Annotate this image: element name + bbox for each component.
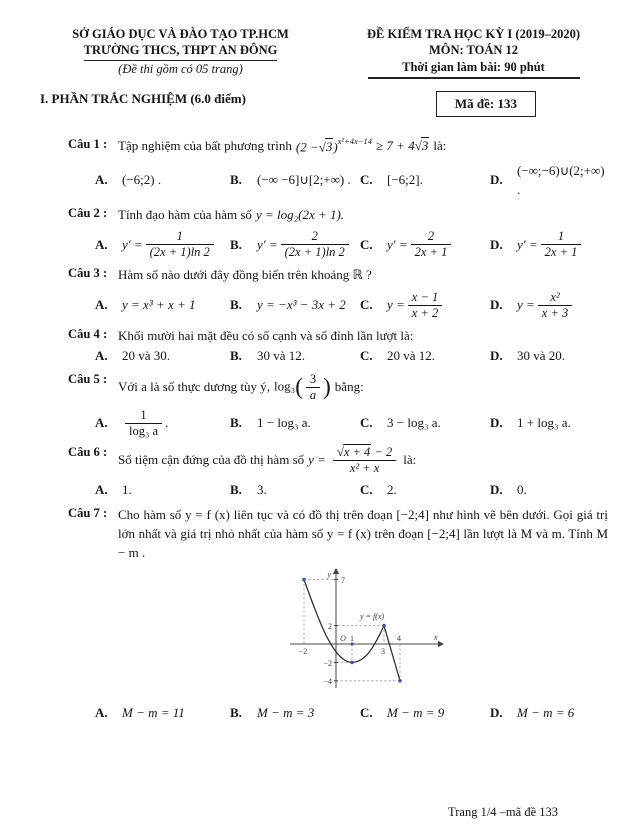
sqrt-sign: √ [336,444,343,459]
denominator: (2x + 1)ln 2 [146,244,214,260]
page-count-note: (Đề thi gồm có 05 trang) [118,61,243,76]
option-c [360,481,490,500]
option-text: 30 và 20. [517,348,566,364]
sqrt-sign: √ [318,139,325,155]
option-lhs: y = [517,297,535,313]
graph-label-minus2-x: −2 [298,647,308,657]
option-a [95,408,230,439]
fraction [281,229,349,260]
option-text: y = −x³ − 3x + 2 [257,297,346,313]
question-1-text: Tập nghiệm của bất phương trình [118,138,292,154]
option-b [230,229,360,260]
graph-label-1: 1 [350,634,354,644]
numerator: 1 [140,407,147,422]
option-letter: B. [230,348,242,364]
numerator: 2 [427,229,435,244]
question-5-stem [118,372,608,403]
option-lhs: y′ = [122,236,143,252]
fraction [408,290,442,321]
fraction [146,229,214,260]
option-lhs: y′ = [257,236,278,252]
option-a [95,290,230,321]
rhs-text: ≥ 7 + 4 [376,138,415,154]
question-6-label: Câu 6 : [68,444,108,459]
question-1-stem [118,137,608,157]
option-a [95,704,230,723]
radicand: 3 [325,139,333,155]
option-letter: D. [490,297,503,313]
option-period: . [165,415,169,431]
inequality-rhs [376,137,429,156]
question-1-tail: là: [433,138,447,154]
option-d [490,290,608,321]
option-letter: B. [230,297,242,313]
exam-duration: Thời gian làm bài: 90 phút [402,59,545,74]
option-text: 1 + log₃ a. [517,415,571,431]
denominator: (2x + 1)ln 2 [281,244,349,260]
question-6-tail: là: [403,452,417,468]
option-letter: A. [95,415,108,431]
denominator: x + 3 [538,305,572,321]
option-a [95,162,230,200]
option-b [230,162,360,200]
question-6-stem [118,445,608,476]
denominator: a [306,387,320,403]
option-text: 0. [517,481,527,497]
log-expression [274,372,331,403]
option-letter: B. [230,415,242,431]
option-c [360,290,490,321]
header-right [333,26,644,79]
numerator: x² [550,290,560,305]
denominator: 2x + 1 [541,244,582,260]
option-a [95,347,230,366]
option-text: M − m = 3 [257,705,315,721]
fraction [306,372,320,403]
graph-container [286,566,608,699]
function-graph [286,566,458,693]
option-c [360,162,490,200]
option-letter: D. [490,415,503,431]
exam-code-box: Mã đề: 133 [436,91,536,117]
option-letter: A. [95,172,108,188]
fraction [125,408,162,439]
question-4-label: Câu 4 : [68,327,108,342]
option-c [360,704,490,723]
equation-lhs: y = [308,452,326,468]
option-text: 20 và 30. [122,348,171,364]
exam-subject: MÔN: TOÁN 12 [428,43,519,58]
question-5-text: Với a là số thực dương tùy ý, [118,379,271,395]
question-5-options [95,408,608,439]
option-lhs: y′ = [387,236,408,252]
option-letter: A. [95,481,108,497]
option-letter: D. [490,236,503,252]
question-3 [68,266,608,321]
option-text: 2. [387,481,397,497]
denominator: log₃ a [125,423,162,439]
denominator: x + 2 [408,305,442,321]
option-letter: C. [360,236,373,252]
option-a [95,229,230,260]
option-b [230,347,360,366]
option-text: 1. [122,481,132,497]
option-letter: C. [360,415,373,431]
question-5 [68,372,608,439]
question-2-text: Tính đạo hàm của hàm số [118,206,252,222]
option-d [490,408,608,439]
question-7 [68,506,608,723]
question-2-options [95,229,608,260]
option-d [490,162,608,200]
option-letter: D. [490,348,503,364]
option-text: [−6;2]. [387,172,423,188]
radicand: 3 [421,138,429,154]
graph-label-3: 3 [381,647,385,657]
numerator: 2 [311,229,318,244]
option-b [230,704,360,723]
graph-label-2: 2 [328,622,332,632]
graph-y-axis-label: y [327,570,331,580]
header-divider [368,77,580,79]
numerator-rest: − 2 [374,444,393,459]
numerator [333,445,396,460]
option-b [230,408,360,439]
option-letter: D. [490,705,503,721]
expr-base-close: ) [333,139,338,155]
option-letter: B. [230,172,242,188]
option-letter: C. [360,348,373,364]
numerator: 1 [557,229,565,244]
graph-label-minus2-y: −2 [323,659,332,669]
option-letter: B. [230,705,242,721]
radicand: x + 4 [343,444,371,459]
question-3-options [95,290,608,321]
question-4-options [95,347,608,366]
section-title: I. PHẦN TRẮC NGHIỆM (6.0 điểm) [40,90,246,106]
department-name: SỞ GIÁO DỤC VÀ ĐÀO TẠO TP.HCM [72,27,289,41]
curve-label: y = f(x) [360,612,385,622]
question-2-expression: y = log₂(2x + 1). [255,206,345,222]
option-d [490,481,608,500]
option-text: M − m = 11 [122,705,185,721]
option-letter: A. [95,297,108,313]
denominator: 2x + 1 [411,244,452,260]
question-7-stem: Cho hàm số y = f (x) liên tục và có đồ thị trên đoạn [−2;4] như hình vẽ bên dưới. Gọi giá trị lớn nhất và giá trị nhỏ nhất của hàm số y = f (x) trên đoạn [−2;4] lần lượt là M và m. Tính M − m . [118,506,608,560]
option-text: y = x³ + x + 1 [122,297,196,313]
fraction [333,445,396,476]
option-d [490,704,608,723]
option-text: 3. [257,481,267,497]
option-letter: A. [95,705,108,721]
option-letter: C. [360,481,373,497]
option-d [490,347,608,366]
question-2-stem [118,206,608,225]
graph-label-4: 4 [397,634,401,644]
option-letter: C. [360,297,373,313]
question-1-label: Câu 1 : [68,136,108,151]
option-text: (−6;2) . [122,172,162,188]
log-base-3: log₃ [274,378,296,394]
numerator: 1 [176,229,183,244]
curve-y-fx [304,580,400,681]
question-1-expression [296,137,372,157]
option-letter: A. [95,348,108,364]
option-letter: B. [230,481,242,497]
sqrt-sign: √ [414,138,421,154]
option-b [230,290,360,321]
question-7-options [95,704,608,723]
question-5-tail: bằng: [334,379,364,395]
question-4 [68,327,608,366]
option-text: (−∞;−6)∪(2;+∞) . [517,162,605,197]
denominator: x² + x [333,460,396,476]
fraction [541,229,582,260]
header-left [28,26,333,79]
question-7-label: Câu 7 : [68,505,108,520]
option-a [95,481,230,500]
graph-label-minus4: −4 [323,677,332,687]
exam-title: ĐỀ KIỂM TRA HỌC KỲ I (2019–2020) [367,27,580,41]
option-letter: C. [360,705,373,721]
question-5-label: Câu 5 : [68,371,108,386]
left-paren: ( [295,373,303,399]
exponent: x²+4x−14 [337,135,373,146]
expr-base-open: (2 − [295,139,319,155]
question-6-options [95,481,608,500]
question-2-label: Câu 2 : [68,205,108,220]
school-name: TRƯỜNG THCS, THPT AN ĐÔNG [84,42,278,60]
option-c [360,408,490,439]
question-2 [68,206,608,261]
option-letter: D. [490,172,503,188]
question-1 [68,137,608,200]
option-text: 1 − log₃ a. [257,415,311,431]
option-d [490,229,608,260]
option-text: 3 − log₃ a. [387,415,441,431]
option-text: (−∞ −6]∪[2;+∞) . [257,172,351,188]
option-text: M − m = 9 [387,705,445,721]
fraction [538,290,572,321]
graph-label-7: 7 [341,576,345,586]
section-row [0,91,644,117]
question-6-text: Số tiệm cận đứng của đồ thị hàm số [118,452,305,468]
fraction [411,229,452,260]
numerator: x − 1 [411,290,439,305]
page-footer: Trang 1/4 –mã đề 133 [448,805,558,819]
option-letter: B. [230,236,242,252]
option-text: 20 và 12. [387,348,436,364]
question-6 [68,445,608,500]
question-1-options [95,162,608,200]
page-header [0,0,644,79]
option-letter: A. [95,236,108,252]
option-letter: D. [490,481,503,497]
question-3-stem: Hàm số nào dưới đây đồng biến trên khoảng ℝ ? [118,267,372,283]
question-list [0,137,644,723]
option-text: M − m = 6 [517,705,575,721]
option-c [360,347,490,366]
question-4-stem: Khối mười hai mặt đều có số cạnh và số đỉnh lần lượt là: [118,328,414,344]
numerator: 3 [309,371,317,386]
graph-origin-label: O [340,634,346,644]
question-3-label: Câu 3 : [68,266,108,281]
option-c [360,229,490,260]
option-b [230,481,360,500]
right-paren: ) [323,373,331,399]
graph-x-axis-label: x [434,633,438,643]
option-lhs: y′ = [517,236,538,252]
option-text: 30 và 12. [257,348,306,364]
option-letter: C. [360,172,373,188]
option-lhs: y = [387,297,405,313]
